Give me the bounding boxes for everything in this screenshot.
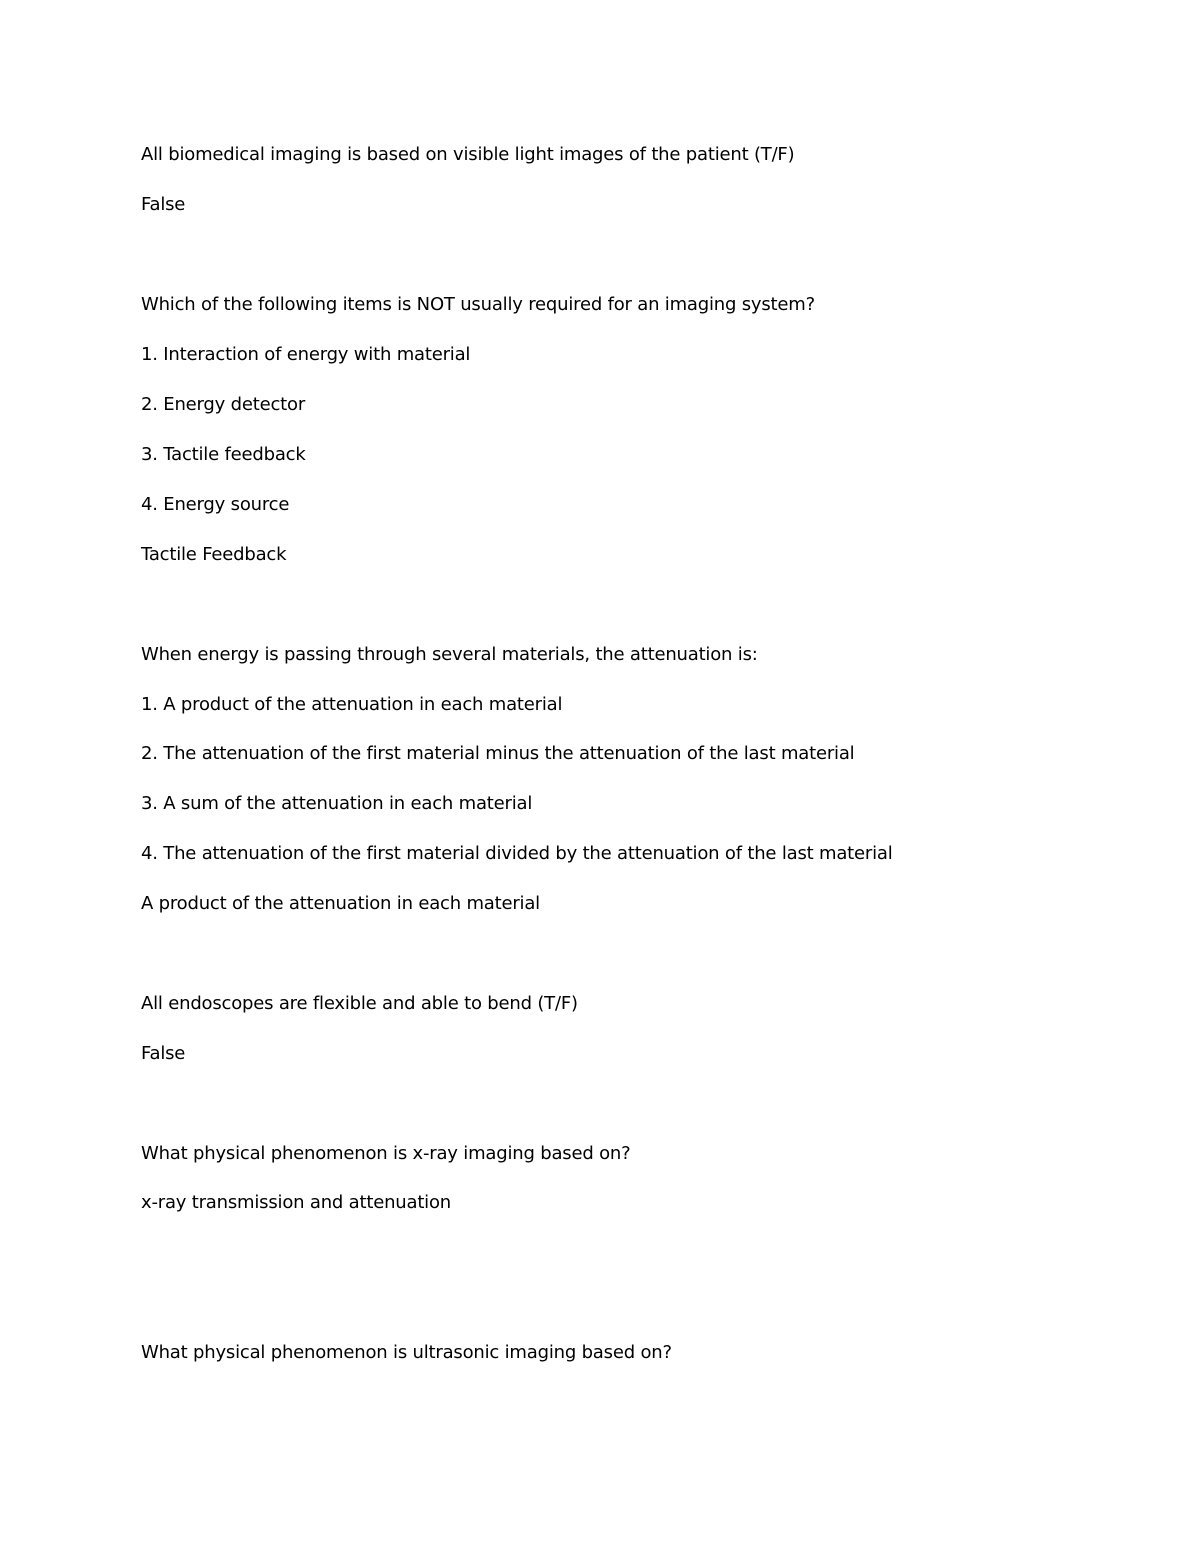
option-text: 3. Tactile feedback <box>141 444 306 465</box>
answer-text: A product of the attenuation in each material <box>141 893 540 914</box>
option-text: 4. The attenuation of the first material divided by the attenuation of the last material <box>141 843 893 864</box>
option-text: 3. A sum of the attenuation in each material <box>141 793 533 814</box>
option-text: 2. The attenuation of the first material minus the attenuation of the last material <box>141 743 855 764</box>
question-text: All biomedical imaging is based on visible light images of the patient (T/F) <box>141 144 795 165</box>
answer-text: Tactile Feedback <box>141 544 287 565</box>
question-text: What physical phenomenon is ultrasonic imaging based on? <box>141 1342 672 1363</box>
answer-text: False <box>141 1043 186 1064</box>
option-text: 1. A product of the attenuation in each material <box>141 694 563 715</box>
answer-text: False <box>141 194 186 215</box>
option-text: 4. Energy source <box>141 494 290 515</box>
option-text: 1. Interaction of energy with material <box>141 344 471 365</box>
option-text: 2. Energy detector <box>141 394 306 415</box>
question-text: All endoscopes are flexible and able to bend (T/F) <box>141 993 578 1014</box>
question-text: When energy is passing through several materials, the attenuation is: <box>141 644 758 665</box>
answer-text: x-ray transmission and attenuation <box>141 1192 451 1213</box>
question-text: What physical phenomenon is x-ray imaging based on? <box>141 1143 631 1164</box>
question-text: Which of the following items is NOT usually required for an imaging system? <box>141 294 815 315</box>
